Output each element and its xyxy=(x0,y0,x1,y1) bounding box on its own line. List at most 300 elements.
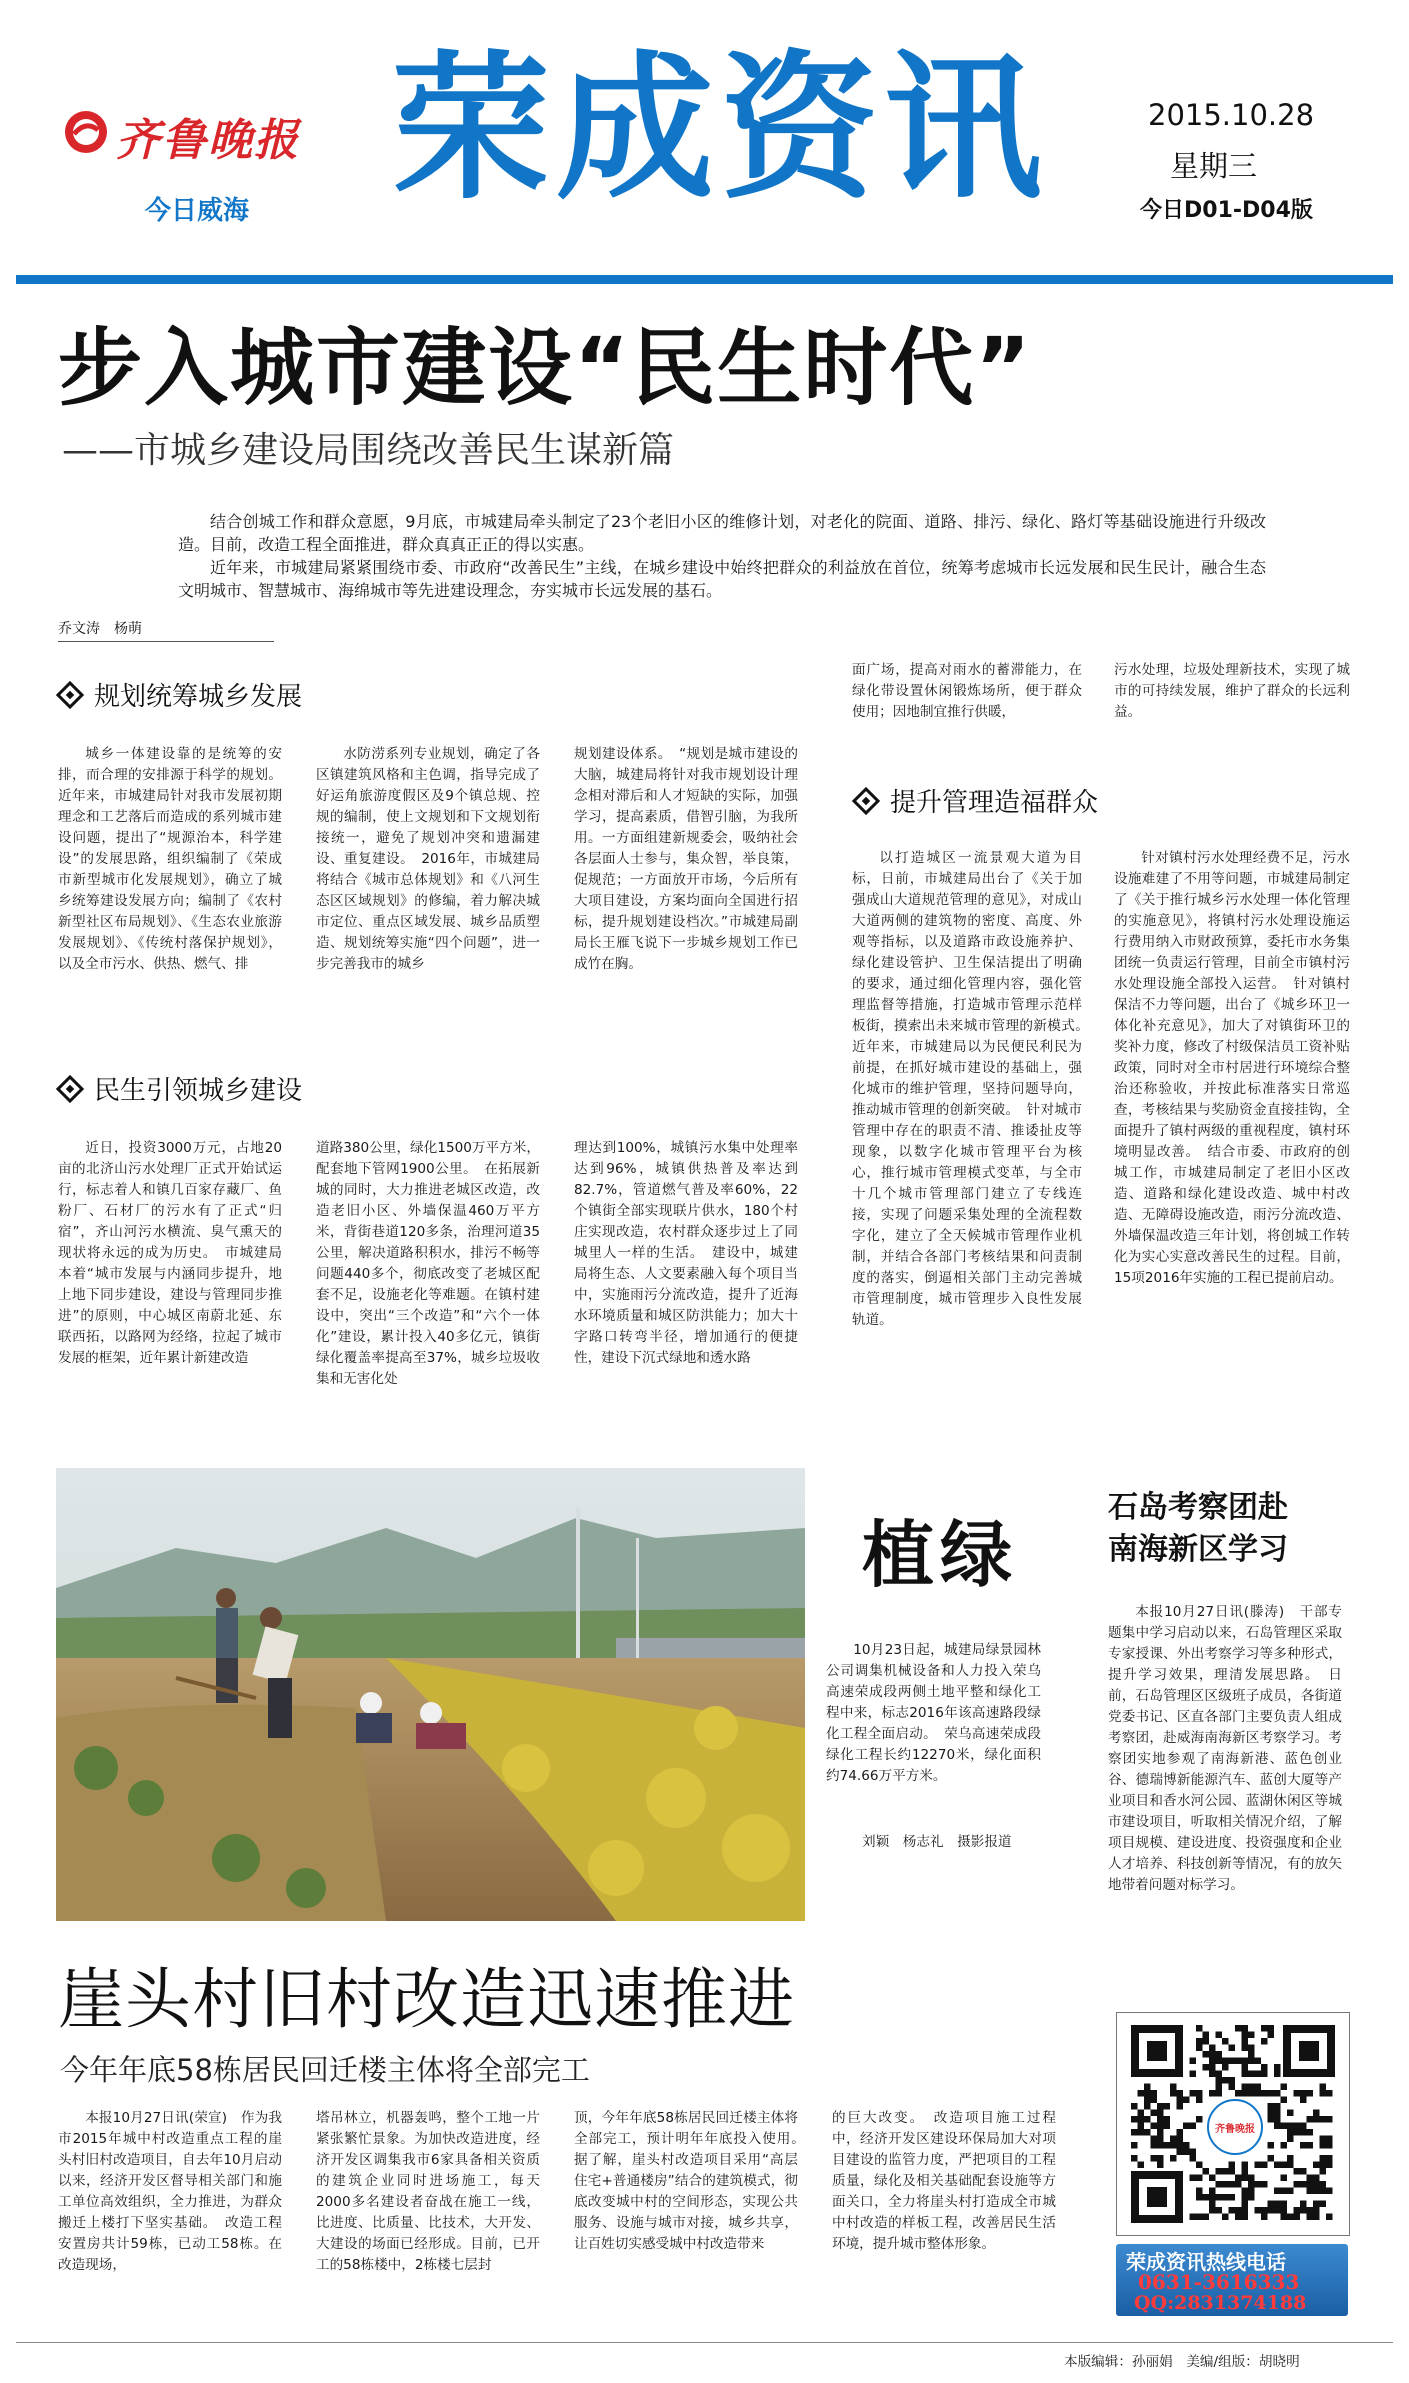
qr-module xyxy=(1261,2162,1268,2169)
qr-module xyxy=(1242,2194,1249,2201)
qr-module xyxy=(1287,2155,1294,2162)
qr-module xyxy=(1268,2116,1275,2123)
qr-module xyxy=(1326,2188,1333,2195)
qr-module xyxy=(1144,2103,1151,2110)
qr-module xyxy=(1326,2214,1333,2221)
qr-module xyxy=(1242,2032,1249,2039)
qr-module xyxy=(1307,2129,1314,2136)
qr-module xyxy=(1203,2168,1210,2175)
qr-module xyxy=(1216,2058,1223,2065)
qr-module xyxy=(1229,2194,1236,2201)
qr-module xyxy=(1268,2090,1275,2097)
qr-module xyxy=(1138,2162,1145,2169)
qr-module xyxy=(1274,2064,1281,2071)
qr-module xyxy=(1209,2064,1216,2071)
qr-module xyxy=(1242,2188,1249,2195)
qr-module xyxy=(1190,2090,1197,2097)
qr-module xyxy=(1229,2077,1236,2084)
qr-module xyxy=(1255,2084,1262,2091)
qr-module xyxy=(1281,2201,1288,2208)
qr-module xyxy=(1274,2201,1281,2208)
qr-module xyxy=(1216,2071,1223,2078)
qr-module xyxy=(1222,2077,1229,2084)
qr-module xyxy=(1300,2097,1307,2104)
qr-module xyxy=(1170,2090,1177,2097)
qr-module xyxy=(1294,2123,1301,2130)
qr-module xyxy=(1313,2116,1320,2123)
qr-module xyxy=(1170,2142,1177,2149)
qr-module xyxy=(1222,2168,1229,2175)
qr-module xyxy=(1229,2162,1236,2169)
qr-module xyxy=(1170,2084,1177,2091)
qr-module xyxy=(1157,2136,1164,2143)
masthead-title: 荣成资讯 xyxy=(392,37,1048,221)
qr-module xyxy=(1242,2214,1249,2221)
qr-module xyxy=(1157,2103,1164,2110)
qr-module xyxy=(1294,2129,1301,2136)
lead-headline: 步入城市建设“民生时代” xyxy=(58,319,1033,417)
qr-module xyxy=(1138,2129,1145,2136)
issue-date: 2015.10.28 xyxy=(1148,98,1315,132)
qr-module xyxy=(1300,2168,1307,2175)
qr-module xyxy=(1144,2097,1151,2104)
qr-module xyxy=(1281,2214,1288,2221)
issue-weekday: 星期三 xyxy=(1170,149,1258,183)
qr-module xyxy=(1248,2084,1255,2091)
qr-module xyxy=(1294,2181,1301,2188)
qr-module xyxy=(1255,2071,1262,2078)
qr-module xyxy=(1300,2129,1307,2136)
qr-module xyxy=(1255,2162,1262,2169)
qr-module xyxy=(1144,2116,1151,2123)
qr-module xyxy=(1138,2123,1145,2130)
village-col-2: 塔吊林立，机器轰鸣，整个工地一片紧张繁忙景象。为加快改造进度，经济开发区调集我市6家具备相关资质的建筑企业同时进场施工，每天2000多名建设者奋战在施工一线，比进度、比质量、比技术，大开发、大建设的场面已经形成。目前，已开工的58栋楼中，2栋楼七层封 xyxy=(316,2110,540,2273)
qr-module xyxy=(1177,2149,1184,2156)
hotline-phone[interactable]: 0631-3616333 xyxy=(1138,2270,1300,2294)
qr-module xyxy=(1320,2181,1327,2188)
qr-module xyxy=(1287,2136,1294,2143)
diamond-bullet-icon xyxy=(852,786,880,814)
qr-module xyxy=(1326,2162,1333,2169)
village-col-3: 顶，今年年底58栋居民回迁楼主体将全部完工，预计明年年底投入使用。 据了解，崖头村改造项目采用“高层住宅+普通楼房”结合的建筑模式，彻底改变城中村的空间形态，实现公共服务、设施与城市对接，城乡共享，让百姓切实感受城中村改造带来 xyxy=(574,2110,812,2252)
qr-module xyxy=(1287,2110,1294,2117)
qr-module xyxy=(1248,2194,1255,2201)
qr-module xyxy=(1281,2084,1288,2091)
qr-module xyxy=(1320,2090,1327,2097)
qr-module xyxy=(1294,2214,1301,2221)
qr-module xyxy=(1313,2181,1320,2188)
qr-module xyxy=(1157,2162,1164,2169)
qr-module xyxy=(1203,2051,1210,2058)
qr-module xyxy=(1209,2051,1216,2058)
qr-module xyxy=(1313,2188,1320,2195)
qr-module xyxy=(1300,2123,1307,2130)
qr-module xyxy=(1261,2064,1268,2071)
qr-module xyxy=(1216,2168,1223,2175)
qr-module xyxy=(1281,2188,1288,2195)
qr-module xyxy=(1216,2077,1223,2084)
planning-col-2: 水防涝系列专业规划，确定了各区镇建筑风格和主色调，指导完成了好运角旅游度假区及9个镇总规、控规的编制，使上文规划和下文规划衔接统一，避免了规划冲突和遗漏建设、重复建设。 2016年，市城建局将结合《城市总体规划》和《八河生态区区域规划》的修编，着力解决城市定位、重点区域发展、城乡品质塑造、规划统筹实施“四个问题”，进一步完善我市的城乡 xyxy=(316,746,540,972)
qr-module xyxy=(1300,2207,1307,2214)
qr-module xyxy=(1274,2110,1281,2117)
qr-module xyxy=(1313,2110,1320,2117)
management-top-col-1: 面广场，提高对雨水的蓄滞能力，在绿化带设置休闲锻炼场所，便于群众使用；因地制宜推行供暖， xyxy=(852,662,1082,720)
photo-credit: 刘颖 杨志礼 摄影报道 xyxy=(862,1834,1012,1850)
qr-module xyxy=(1190,2175,1197,2182)
qr-module xyxy=(1216,2194,1223,2201)
qr-module xyxy=(1144,2084,1151,2091)
qr-module xyxy=(1281,2207,1288,2214)
qr-module xyxy=(1307,2116,1314,2123)
qr-module xyxy=(1190,2123,1197,2130)
qr-module xyxy=(1248,2090,1255,2097)
qr-module xyxy=(1326,2136,1333,2143)
livelihood-col-3: 理达到100%，城镇污水集中处理率达到96%，城镇供热普及率达到82.7%，管道燃气普及率60%，22个镇街全部实现联片供水，180个村庄实现改造，农村群众逐步过上了同城里人一样的生活。 建设中，城建局将生态、人文要素融入每个项目当中，实施雨污分流改造，提升了近海水环境质量和城区防洪能力；加大十字路口转弯半径，增加通行的便捷性，建设下沉式绿地和透水路 xyxy=(574,1140,798,1366)
qr-module xyxy=(1242,2038,1249,2045)
qr-module xyxy=(1190,2214,1197,2221)
brand-logo-icon xyxy=(62,108,110,156)
qr-module xyxy=(1229,2045,1236,2052)
management-col-2: 针对镇村污水处理经费不足，污水设施难建了不用等问题，市城建局制定了《关于推行城乡污水处理一体化管理的实施意见》，将镇村污水处理设施运行费用纳入市财政预算，委托市水务集团统一负责运行管理，目前全市镇村污水处理设施全部投入运营。 针对镇村保洁不力等问题，出台了《城乡环卫一体化补充意见》，加大了对镇街环卫的奖补力度，修改了村级保洁员工资补贴政策，同时对全市村居进行环境综合整治还称验收，并按此标准落实日常巡查，考核结果与奖励资金直接挂钩，全面提升了镇村两级的重视程度，镇村环境明显改善。 结合市委、市政府的创城工作，市城建局制定了老旧小区改造、道路和绿化建设改造、城中村改造、无障碍设施改造，雨污分流改造、外墙保温改造三年计划，将创城工作转化为实心实意改善民生的过程。目前，15项2016年实施的工程已提前启动。 xyxy=(1114,850,1350,1286)
qr-module xyxy=(1294,2207,1301,2214)
qr-module xyxy=(1216,2032,1223,2039)
planning-col-3: 规划建设体系。 “规划是城市建设的大脑，城建局将针对我市规划设计理念相对滞后和人才短缺的实际，加强学习，提高素质，借智引脑，为我所用。一方面组建新规委会，吸纳社会各层面人士参与，集众智，举良策，促规范；一方面放开市场，今后所有大项目建设，方案均面向全国进行招标，提升规划建设档次。”市城建局副局长王雁飞说下一步城乡规划工作已成竹在胸。 xyxy=(574,746,798,972)
qr-module xyxy=(1222,2064,1229,2071)
qr-module xyxy=(1268,2142,1275,2149)
qr-module xyxy=(1274,2116,1281,2123)
qr-module xyxy=(1229,2207,1236,2214)
qr-module xyxy=(1320,2136,1327,2143)
management-top-col-2: 污水处理，垃圾处理新技术，实现了城市的可持续发展，维护了群众的长远利益。 xyxy=(1114,662,1350,720)
qr-module xyxy=(1248,2032,1255,2039)
qr-module xyxy=(1144,2090,1151,2097)
qr-module xyxy=(1268,2025,1275,2032)
qr-module xyxy=(1307,2175,1314,2182)
qr-module xyxy=(1242,2025,1249,2032)
qr-module xyxy=(1157,2116,1164,2123)
qr-module xyxy=(1261,2071,1268,2078)
qr-module xyxy=(1235,2207,1242,2214)
qr-module xyxy=(1242,2168,1249,2175)
qr-module xyxy=(1190,2149,1197,2156)
village-col-4: 的巨大改变。 改造项目施工过程中，经济开发区建设环保局加大对项目建设的监管力度，严把项目的工程质量，绿化及相关基础配套设施等方面关口，全力将崖头村打造成全市城中村改造的样板工程，改善居民生活环境，提升城市整体形象。 xyxy=(832,2110,1056,2252)
qr-module xyxy=(1203,2064,1210,2071)
qr-module xyxy=(1151,2090,1158,2097)
qr-module xyxy=(1248,2071,1255,2078)
qr-module xyxy=(1190,2071,1197,2078)
qr-module xyxy=(1190,2058,1197,2065)
qr-module xyxy=(1209,2045,1216,2052)
qr-module xyxy=(1131,2155,1138,2162)
qr-module xyxy=(1216,2207,1223,2214)
qr-module xyxy=(1183,2149,1190,2156)
qr-module xyxy=(1209,2071,1216,2078)
hotline-title: 荣成资讯热线电话 xyxy=(1126,2250,1286,2274)
qr-module xyxy=(1248,2175,1255,2182)
qr-module xyxy=(1209,2188,1216,2195)
qr-module xyxy=(1157,2129,1164,2136)
qr-module xyxy=(1216,2084,1223,2091)
qr-module xyxy=(1157,2110,1164,2117)
qr-module xyxy=(1222,2038,1229,2045)
footer-credits: 本版编辑：孙丽娟 美编/组版：胡晓明 xyxy=(1064,2354,1300,2370)
qr-module xyxy=(1177,2097,1184,2104)
side-story-body: 本报10月27日讯(滕涛) 干部专题集中学习启动以来，石岛管理区采取专家授课、外出考察学习等多种形式，提升学习效果，理清发展思路。 日前，石岛管理区区级班子成员，各街道党委书记、区直各部门主要负责人组成考察团，赴威海南海新区考察学习。考察团实地参观了南海新港、蓝色创业谷、德瑞博新能源汽车、蓝创大厦等产业项目和香水河公园、蓝湖休闲区等城市建设项目，听取相关情况介绍，了解项目规模、建设进度、投资强度和企业人才培养、科技创新等情况，有的放矢地带着问题对标学习。 xyxy=(1108,1604,1342,1893)
qr-module xyxy=(1196,2116,1203,2123)
qr-module xyxy=(1268,2201,1275,2208)
qr-module xyxy=(1170,2155,1177,2162)
qr-module xyxy=(1281,2175,1288,2182)
qr-module xyxy=(1287,2162,1294,2169)
qr-module xyxy=(1274,2188,1281,2195)
qr-module xyxy=(1209,2175,1216,2182)
qr-module xyxy=(1209,2090,1216,2097)
qr-module xyxy=(1222,2194,1229,2201)
qr-code[interactable] xyxy=(1116,2012,1350,2236)
qr-module xyxy=(1196,2175,1203,2182)
qr-module xyxy=(1216,2090,1223,2097)
qr-center-label: 齐鲁晚报 xyxy=(1215,2123,1255,2135)
livelihood-col-2: 道路380公里，绿化1500万平方米，配套地下管网1900公里。 在拓展新城的同时，大力推进老城区改造，改造老旧小区、外墙保温460万平方米，背街巷道120多条，治理河道35公里，解决道路积积水，排污不畅等问题440多个，彻底改变了老城区配套不足，设施老化等难题。在镇村建设中，突出“三个改造”和“六个一体化”建设，累计投入40多亿元，镇街绿化覆盖率提高至37%，城乡垃圾收集和无害化处 xyxy=(316,1140,540,1387)
qr-module xyxy=(1248,2181,1255,2188)
qr-module xyxy=(1177,2136,1184,2143)
section-title: 提升管理造福群众 xyxy=(890,788,1099,818)
qr-module xyxy=(1131,2142,1138,2149)
qr-module xyxy=(1242,2064,1249,2071)
qr-module xyxy=(1320,2168,1327,2175)
qr-module xyxy=(1287,2188,1294,2195)
qr-module xyxy=(1222,2181,1229,2188)
qr-module xyxy=(1281,2142,1288,2149)
qr-module xyxy=(1242,2084,1249,2091)
qr-module xyxy=(1300,2181,1307,2188)
qr-module xyxy=(1287,2123,1294,2130)
qr-module xyxy=(1313,2207,1320,2214)
qr-module xyxy=(1151,2155,1158,2162)
qr-module xyxy=(1242,2201,1249,2208)
qr-module xyxy=(1196,2025,1203,2032)
planting-photo xyxy=(56,1468,805,1921)
qr-module xyxy=(1203,2194,1210,2201)
qr-module xyxy=(1242,2045,1249,2052)
qr-module xyxy=(1255,2058,1262,2065)
qr-module xyxy=(1248,2188,1255,2195)
qr-module xyxy=(1274,2162,1281,2169)
brand-name: 齐鲁晚报 xyxy=(116,115,300,166)
qr-module xyxy=(1203,2038,1210,2045)
qr-module xyxy=(1190,2155,1197,2162)
qr-module xyxy=(1203,2032,1210,2039)
qr-module xyxy=(1138,2090,1145,2097)
qr-module xyxy=(1196,2188,1203,2195)
qr-module xyxy=(1229,2181,1236,2188)
qr-module xyxy=(1261,2038,1268,2045)
qr-module xyxy=(1320,2162,1327,2169)
qr-module xyxy=(1281,2097,1288,2104)
qr-module xyxy=(1196,2090,1203,2097)
qr-module xyxy=(1320,2116,1327,2123)
qr-module xyxy=(1177,2129,1184,2136)
qr-module xyxy=(1138,2110,1145,2117)
qr-module xyxy=(1196,2038,1203,2045)
qr-module xyxy=(1242,2058,1249,2065)
qr-module xyxy=(1268,2155,1275,2162)
qr-module xyxy=(1313,2162,1320,2169)
qr-module xyxy=(1170,2136,1177,2143)
qr-module xyxy=(1307,2090,1314,2097)
qr-module xyxy=(1138,2116,1145,2123)
byline: 乔文涛 杨萌 xyxy=(58,618,274,642)
qr-module xyxy=(1229,2084,1236,2091)
qr-module xyxy=(1164,2103,1171,2110)
photo-story-title: 植绿 xyxy=(862,1513,1019,1597)
qr-module xyxy=(1300,2201,1307,2208)
qr-module xyxy=(1248,2051,1255,2058)
qr-module xyxy=(1313,2214,1320,2221)
qr-module xyxy=(1261,2090,1268,2097)
qr-module xyxy=(1242,2175,1249,2182)
qr-module xyxy=(1307,2214,1314,2221)
masthead-rule xyxy=(16,275,1393,284)
hotline-box xyxy=(1116,2244,1348,2316)
qr-module xyxy=(1281,2123,1288,2130)
qr-module xyxy=(1196,2162,1203,2169)
qr-module xyxy=(1268,2103,1275,2110)
qr-module xyxy=(1229,2168,1236,2175)
qr-module xyxy=(1307,2142,1314,2149)
qr-module xyxy=(1151,2110,1158,2117)
qr-module xyxy=(1287,2129,1294,2136)
qr-module xyxy=(1222,2214,1229,2221)
qr-module xyxy=(1294,2168,1301,2175)
qr-module xyxy=(1268,2032,1275,2039)
qr-module xyxy=(1229,2058,1236,2065)
section-title: 规划统筹城乡发展 xyxy=(94,682,303,712)
qr-module xyxy=(1255,2090,1262,2097)
qr-module xyxy=(1320,2188,1327,2195)
qr-module xyxy=(1268,2110,1275,2117)
lead-intro-p1: 结合创城工作和群众意愿，9月底，市城建局牵头制定了23个老旧小区的维修计划，对老化的院面、道路、排污、绿化、路灯等基础设施进行升级改造。目前，改造工程全面推进，群众真真正正的得以实惠。 xyxy=(178,512,1266,554)
qr-module xyxy=(1157,2155,1164,2162)
qr-module xyxy=(1216,2181,1223,2188)
qr-module xyxy=(1307,2207,1314,2214)
qr-module xyxy=(1313,2201,1320,2208)
qr-module xyxy=(1268,2207,1275,2214)
qr-module xyxy=(1248,2045,1255,2052)
qr-module xyxy=(1157,2123,1164,2130)
qr-module xyxy=(1164,2142,1171,2149)
diamond-bullet-icon xyxy=(56,1074,84,1102)
qr-module xyxy=(1287,2214,1294,2221)
qr-module xyxy=(1300,2090,1307,2097)
hotline-qq[interactable]: QQ:2831374188 xyxy=(1134,2292,1307,2314)
qr-module xyxy=(1326,2155,1333,2162)
qr-module xyxy=(1144,2129,1151,2136)
qr-module xyxy=(1248,2058,1255,2065)
lead-subheadline: ——市城乡建设局围绕改善民生谋新篇 xyxy=(62,430,675,471)
qr-module xyxy=(1131,2129,1138,2136)
livelihood-col-1: 近日，投资3000万元，占地20亩的北济山污水处理厂正式开始试运行，标志着人和镇几百家存藏厂、鱼粉厂、石材厂的污水有了正式“归宿”，齐山河污水横流、臭气熏天的现状将永远的成为历史。 市城建局本着“城市发展与内涵同步提升，地上地下同步建设，建设与管理同步推进”的原则，中心城区南蔚北延、东联西拓，以路网为经络，拉起了城市发展的框架，近年累计新建改造 xyxy=(58,1140,282,1366)
qr-module xyxy=(1216,2051,1223,2058)
qr-center-logo xyxy=(1207,2099,1263,2155)
qr-module xyxy=(1320,2201,1327,2208)
qr-module xyxy=(1177,2090,1184,2097)
qr-module xyxy=(1242,2207,1249,2214)
qr-module xyxy=(1274,2103,1281,2110)
qr-module xyxy=(1307,2181,1314,2188)
qr-module xyxy=(1196,2214,1203,2221)
qr-module xyxy=(1157,2142,1164,2149)
qr-module xyxy=(1235,2058,1242,2065)
qr-module xyxy=(1242,2162,1249,2169)
qr-module xyxy=(1300,2142,1307,2149)
lead-intro xyxy=(178,510,1266,602)
qr-module xyxy=(1196,2194,1203,2201)
qr-module xyxy=(1196,2045,1203,2052)
qr-module xyxy=(1151,2142,1158,2149)
qr-module xyxy=(1203,2214,1210,2221)
section-heading-livelihood xyxy=(60,1070,302,1107)
section-title: 民生引领城乡建设 xyxy=(94,1076,303,1106)
qr-module xyxy=(1326,2142,1333,2149)
qr-module xyxy=(1164,2116,1171,2123)
issue-pages: 今日D01-D04版 xyxy=(1140,198,1313,223)
qr-module xyxy=(1209,2201,1216,2208)
edition-label: 今日威海 xyxy=(145,196,250,226)
qr-module xyxy=(1177,2103,1184,2110)
qr-module xyxy=(1235,2214,1242,2221)
lead-intro-p2: 近年来，市城建局紧紧围绕市委、市政府“改善民生”主线，在城乡建设中始终把群众的利益放在首位，统筹考虑城市长远发展和民生民计，融合生态文明城市、智慧城市、海绵城市等先进建设理念，夯实城市长远发展的基石。 xyxy=(178,558,1266,600)
qr-module xyxy=(1261,2025,1268,2032)
planning-col-1: 城乡一体建设靠的是统筹的安排，而合理的安排源于科学的规划。近年来，市城建局针对我市发展初期理念和工艺落后而造成的系列城市建设问题，提出了“规源治本，科学建设”的发展思路，组织编制了《荣成市新型城市化发展规划》，确立了城乡统筹建设发展方向；编制了《农村新型社区布局规划》、《生态农业旅游发展规划》、《传统村落保护规划》，以及全市污水、供热、燃气、排 xyxy=(58,746,282,972)
qr-module xyxy=(1255,2181,1262,2188)
qr-module xyxy=(1235,2090,1242,2097)
side-story-headline-line1: 石岛考察团赴 xyxy=(1108,1490,1288,1525)
qr-module xyxy=(1320,2142,1327,2149)
qr-module xyxy=(1281,2162,1288,2169)
section-heading-planning xyxy=(60,676,302,713)
qr-module xyxy=(1261,2207,1268,2214)
side-story-headline-line2: 南海新区学习 xyxy=(1108,1532,1288,1567)
qr-module xyxy=(1242,2090,1249,2097)
qr-module xyxy=(1131,2103,1138,2110)
diamond-bullet-icon xyxy=(56,680,84,708)
village-col-1: 本报10月27日讯(荣宣) 作为我市2015年城中村改造重点工程的崖头村旧村改造项目，自去年10月启动以来，经济开发区督导相关部门和施工单位高效组织，全力推进，为群众搬迁上楼打下坚实基础。 改造工程安置房共计59栋，已动工58栋。在改造现场， xyxy=(58,2110,282,2273)
qr-module xyxy=(1177,2142,1184,2149)
management-col-1: 以打造城区一流景观大道为目标，日前，市城建局出台了《关于加强成山大道规范管理的意见》，对成山大道两侧的建筑物的密度、高度、外观等指标，以及道路市政设施养护、绿化建设管护、卫生保洁提出了明确的要求，通过细化管理内容，强化管理监督等措施，打造城市管理示范样板街，摸索出未来城市管理的新模式。 近年来，市城建局以为民便民利民为前提，在抓好城市建设的基础上，强化城市的维护管理，坚持问题导向，推动城市管理的创新突破。 针对城市管理中存在的职责不清、推诿扯皮等现象，以数字化城市管理平台为核心，推行城市管理模式变革，与全市十几个城市管理部门建立了专线连接，实现了问题采集处理的全流程数字化，建立了全天候城市管理作业机制，并结合各部门考核结果和问责制度的落实，倒逼相关部门主动完善城市管理制度，城市管理步入良性发展轨道。 xyxy=(852,850,1096,1328)
qr-module xyxy=(1320,2155,1327,2162)
qr-module xyxy=(1183,2142,1190,2149)
qr-module xyxy=(1235,2181,1242,2188)
qr-module xyxy=(1242,2071,1249,2078)
qr-module xyxy=(1274,2123,1281,2130)
qr-module xyxy=(1131,2116,1138,2123)
qr-module xyxy=(1183,2123,1190,2130)
qr-module xyxy=(1209,2207,1216,2214)
qr-module xyxy=(1326,2090,1333,2097)
qr-module xyxy=(1209,2058,1216,2065)
qr-module xyxy=(1151,2097,1158,2104)
qr-module xyxy=(1235,2025,1242,2032)
qr-module xyxy=(1313,2175,1320,2182)
footer-rule xyxy=(16,2342,1393,2343)
qr-module xyxy=(1183,2097,1190,2104)
qr-module xyxy=(1151,2136,1158,2143)
qr-module xyxy=(1320,2084,1327,2091)
qr-module xyxy=(1235,2175,1242,2182)
qr-module xyxy=(1222,2058,1229,2065)
qr-module xyxy=(1294,2090,1301,2097)
